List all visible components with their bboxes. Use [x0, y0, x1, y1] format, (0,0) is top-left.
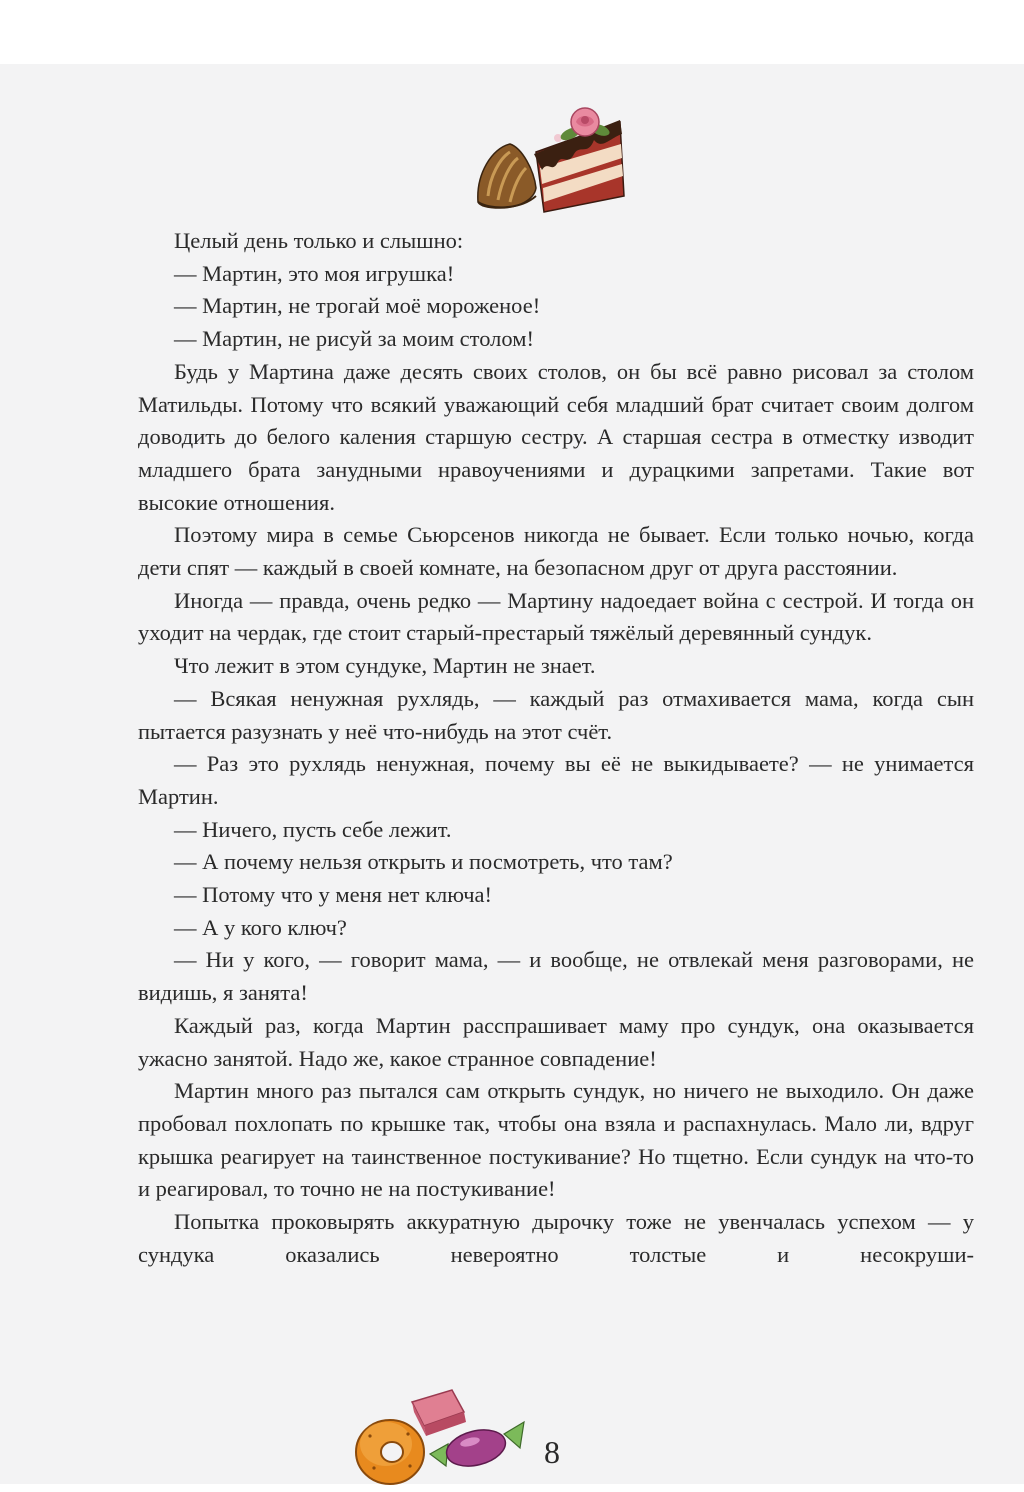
paragraph: Мартин много раз пытался сам открыть сундук, но ничего не выходило. Он даже пробовал похлопать по крышке так, чтобы она взяла и распахнулась. Мало ли, вдруг крышка реагирует на таинственное постукивание? Но тщетно. Если сундук на что-то и реагировал, то точно не на постукивание! — [138, 1078, 974, 1202]
dialogue-line: — Раз это рухлядь ненужная, почему вы её не выкидываете? — не унимается Мартин. — [138, 751, 974, 809]
dialogue-line: — Мартин, не трогай моё мороженое! — [174, 293, 541, 319]
sweets-illustration-top — [470, 104, 660, 229]
paragraph: Попытка проковырять аккуратную дырочку тоже не увенчалась успехом — у сундука оказались невероятно толстые и несокруши- — [138, 1209, 974, 1267]
marmalade-icon — [412, 1390, 466, 1436]
page-number: 8 — [544, 1434, 560, 1470]
dialogue-line: — Ни у кого, — говорит мама, — и вообще, не отвлекай меня разговорами, не видишь, я занята! — [138, 947, 974, 1006]
dialogue-line: — Ничего, пусть себе лежит. — [174, 816, 452, 842]
sweets-illustration-bottom — [352, 1382, 532, 1492]
paragraph: Иногда — правда, очень редко — Мартину надоедает война с сестрой. И тогда он уходит на чердак, где стоит старый-престарый тяжёлый деревянный сундук. — [138, 587, 974, 646]
paragraph: Каждый раз, когда Мартин расспрашивает маму про сундук, она оказывается ужасно занятой. Надо же, какое странное совпадение! — [138, 1012, 974, 1071]
donut-icon — [356, 1420, 424, 1484]
story-text — [138, 225, 974, 1272]
dialogue-line: — Потому что у меня нет ключа! — [174, 882, 493, 908]
dialogue-line: — Мартин, это моя игрушка! — [174, 260, 455, 286]
dialogue-line: — Всякая ненужная рухлядь, — каждый раз отмахивается мама, когда сын пытается разузнать у неё что-нибудь на этот счёт. — [138, 685, 974, 744]
dialogue-line: — А у кого ключ? — [174, 914, 347, 940]
dialogue-line: — А почему нельзя открыть и посмотреть, что там? — [174, 849, 673, 875]
dialogue-line: — Мартин, не рисуй за моим столом! — [174, 326, 534, 352]
paragraph: Будь у Мартина даже десять своих столов, он бы всё равно рисовал за столом Матильды. Потому что всякий уважающий себя младший брат считает своим долгом доводить до белого каления старшую сестру. А старшая сестра в отместку изводит младшего брата занудными нравоучениями и дурацкими запретами. Такие вот высокие отношения. — [138, 358, 974, 515]
chocolate-candy-icon — [478, 144, 536, 208]
paragraph: Поэтому мира в семье Сьюрсенов никогда не бывает. Если только ночью, когда дети спят — каждый в своей комнате, на безопасном друг от друга расстоянии. — [138, 522, 974, 581]
paragraph: Что лежит в этом сундуке, Мартин не знает. — [174, 653, 596, 679]
paragraph: Целый день только и слышно: — [174, 228, 464, 253]
book-page — [0, 64, 1024, 1484]
